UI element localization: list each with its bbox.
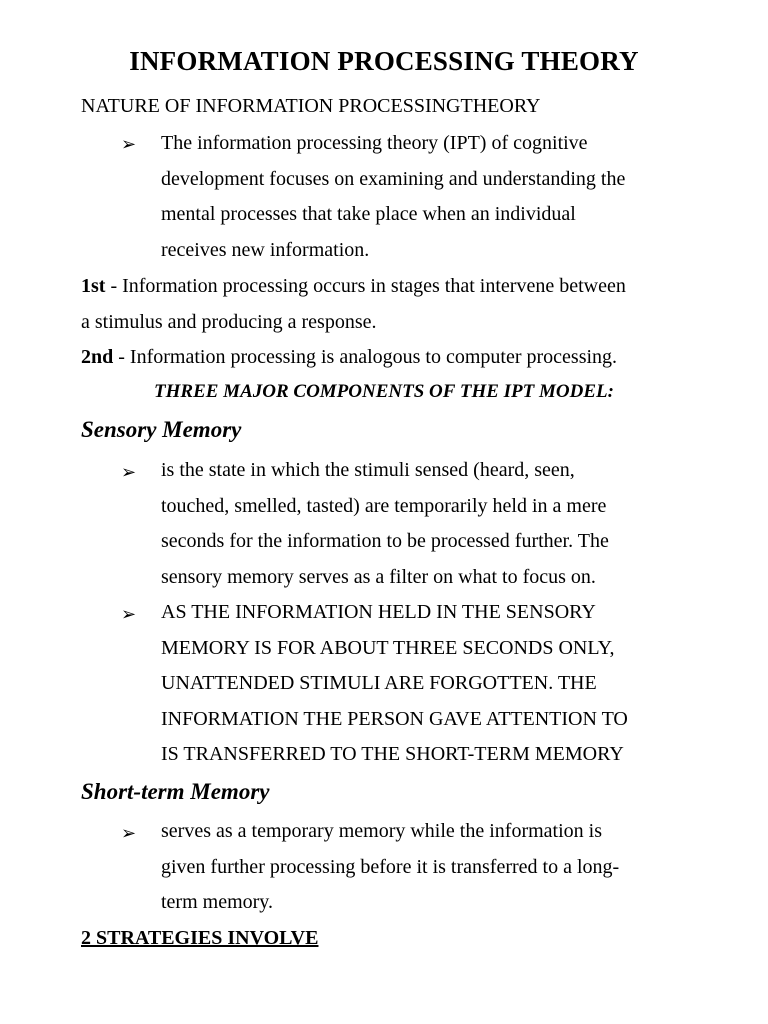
text-line: mental processes that take place when an individual [161,203,576,225]
text-line: The information processing theory (IPT) of cognitive [161,132,588,154]
text-line: development focuses on examining and understanding the [161,167,626,190]
text-line: receives new information. [161,238,370,261]
point-1-continuation: a stimulus and producing a response. [81,311,377,333]
section-subtitle: NATURE OF INFORMATION PROCESSINGTHEORY [81,95,541,117]
sensory-bullet-1 [161,453,609,595]
short-term-bullet-1 [161,814,619,921]
point-2-text: - Information processing is analogous to computer processing. [113,346,618,368]
text-line: MEMORY IS FOR ABOUT THREE SECONDS ONLY, [161,636,615,659]
text-line: UNATTENDED STIMULI ARE FORGOTTEN. THE [161,672,597,694]
sensory-bullet-2 [161,595,628,773]
intro-bullet-text [161,126,625,268]
arrow-bullet-icon: ➢ [121,462,137,482]
text-line: touched, smelled, tasted) are temporarily held in a mere [161,494,607,517]
point-1-text: - Information processing occurs in stages that intervene between [105,275,626,297]
point-2 [81,345,617,369]
point-1 [81,274,626,298]
point-1-label: 1st [81,275,106,297]
sensory-memory-heading: Sensory Memory [81,417,242,442]
text-line: term memory. [161,891,274,913]
short-term-memory-heading: Short-term Memory [81,779,270,804]
text-line: INFORMATION THE PERSON GAVE ATTENTION TO [161,707,628,730]
text-line: seconds for the information to be processed further. The [161,530,609,552]
arrow-bullet-icon: ➢ [121,134,137,154]
components-heading: THREE MAJOR COMPONENTS OF THE IPT MODEL: [154,381,614,402]
point-2-label: 2nd [81,346,114,368]
arrow-bullet-icon: ➢ [121,823,137,843]
page-title: INFORMATION PROCESSING THEORY [129,46,639,76]
arrow-bullet-icon: ➢ [121,604,137,624]
text-line: sensory memory serves as a filter on what to focus on. [161,565,596,588]
text-line: given further processing before it is transferred to a long- [161,855,620,878]
strategies-heading: 2 STRATEGIES INVOLVE [81,927,319,949]
text-line: serves as a temporary memory while the information is [161,820,602,842]
text-line: is the state in which the stimuli sensed (heard, seen, [161,459,575,481]
text-line: AS THE INFORMATION HELD IN THE SENSORY [161,601,596,623]
text-line: IS TRANSFERRED TO THE SHORT-TERM MEMORY [161,743,624,765]
